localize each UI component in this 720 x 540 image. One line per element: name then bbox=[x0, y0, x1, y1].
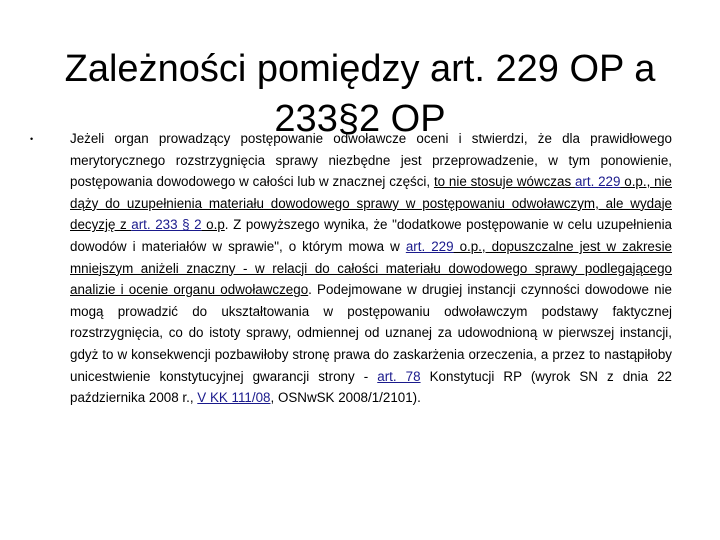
slide-title-line-2: 233§2 OP bbox=[274, 98, 446, 140]
text-citation-end: , OSNwSK 2008/1/2101). bbox=[270, 390, 421, 406]
text-intro: Jeżeli organ prowadzący postępowanie odwoławcze oceni i stwierdzi, że dla prawidłowego merytorycznego rozstrzygnięcia sprawy niezbędne jest przeprowadzenie, w tym ponowienie, postępowania dowodowego w całości lub w znacznej części, bbox=[70, 131, 672, 190]
text-underlined-op: o.p bbox=[201, 217, 225, 233]
bullet-dot-icon: • bbox=[30, 134, 34, 144]
link-art-229[interactable]: art. 229 bbox=[574, 174, 621, 190]
text-underlined-permissible-scope: o.p., dopuszczalne jest w zakresie mniejszym aniżeli znaczny - w relacji do całości materiału dowodowego sprawy podlegającego analizie i ocenie organu odwoławczego bbox=[70, 238, 672, 298]
link-v-kk-111-08[interactable]: V KK 111/08 bbox=[197, 390, 271, 406]
text-constitution-ref: Konstytucji RP (wyrok SN z dnia 22 października 2008 r., bbox=[70, 368, 672, 406]
text-consequence: . Z powyższego wynika, że "dodatkowe postępowanie w celu uzupełnienia dowodów i materiałów w sprawie", o którym mowa w bbox=[70, 217, 672, 254]
slide-title-line-1: Zależności pomiędzy art. 229 OP a bbox=[64, 48, 656, 90]
text-underlined-not-supplement: o.p., nie dąży do uzupełnienia materiału dowodowego sprawy w postępowaniu odwoławczym, ale wydaje decyzję z bbox=[70, 174, 672, 233]
slide-content bbox=[20, 128, 672, 409]
link-art-233-2[interactable]: art. 233 § 2 bbox=[131, 217, 202, 233]
link-art-78[interactable]: art. 78 bbox=[377, 368, 421, 384]
bullet-paragraph bbox=[70, 128, 672, 409]
text-underlined-not-applied: to nie stosuje wówczas bbox=[433, 174, 575, 190]
text-second-instance: . Podejmowane w drugiej instancji czynności dowodowe nie mogą prowadzić do ukształtowania w postępowaniu odwoławczym podstawy faktycznej rozstrzygnięcia, co do istoty sprawy, odmiennej od uznanej za udowodnioną w pierwszej instancji, gdyż to w konsekwencji pozbawiłoby stronę prawa do zaskarżenia orzeczenia, a przez to nastąpiłoby unicestwienie konstytucyjnej gwarancji strony - bbox=[70, 282, 672, 384]
link-art-229-second[interactable]: art. 229 bbox=[405, 238, 454, 254]
bullet-item bbox=[20, 128, 672, 409]
